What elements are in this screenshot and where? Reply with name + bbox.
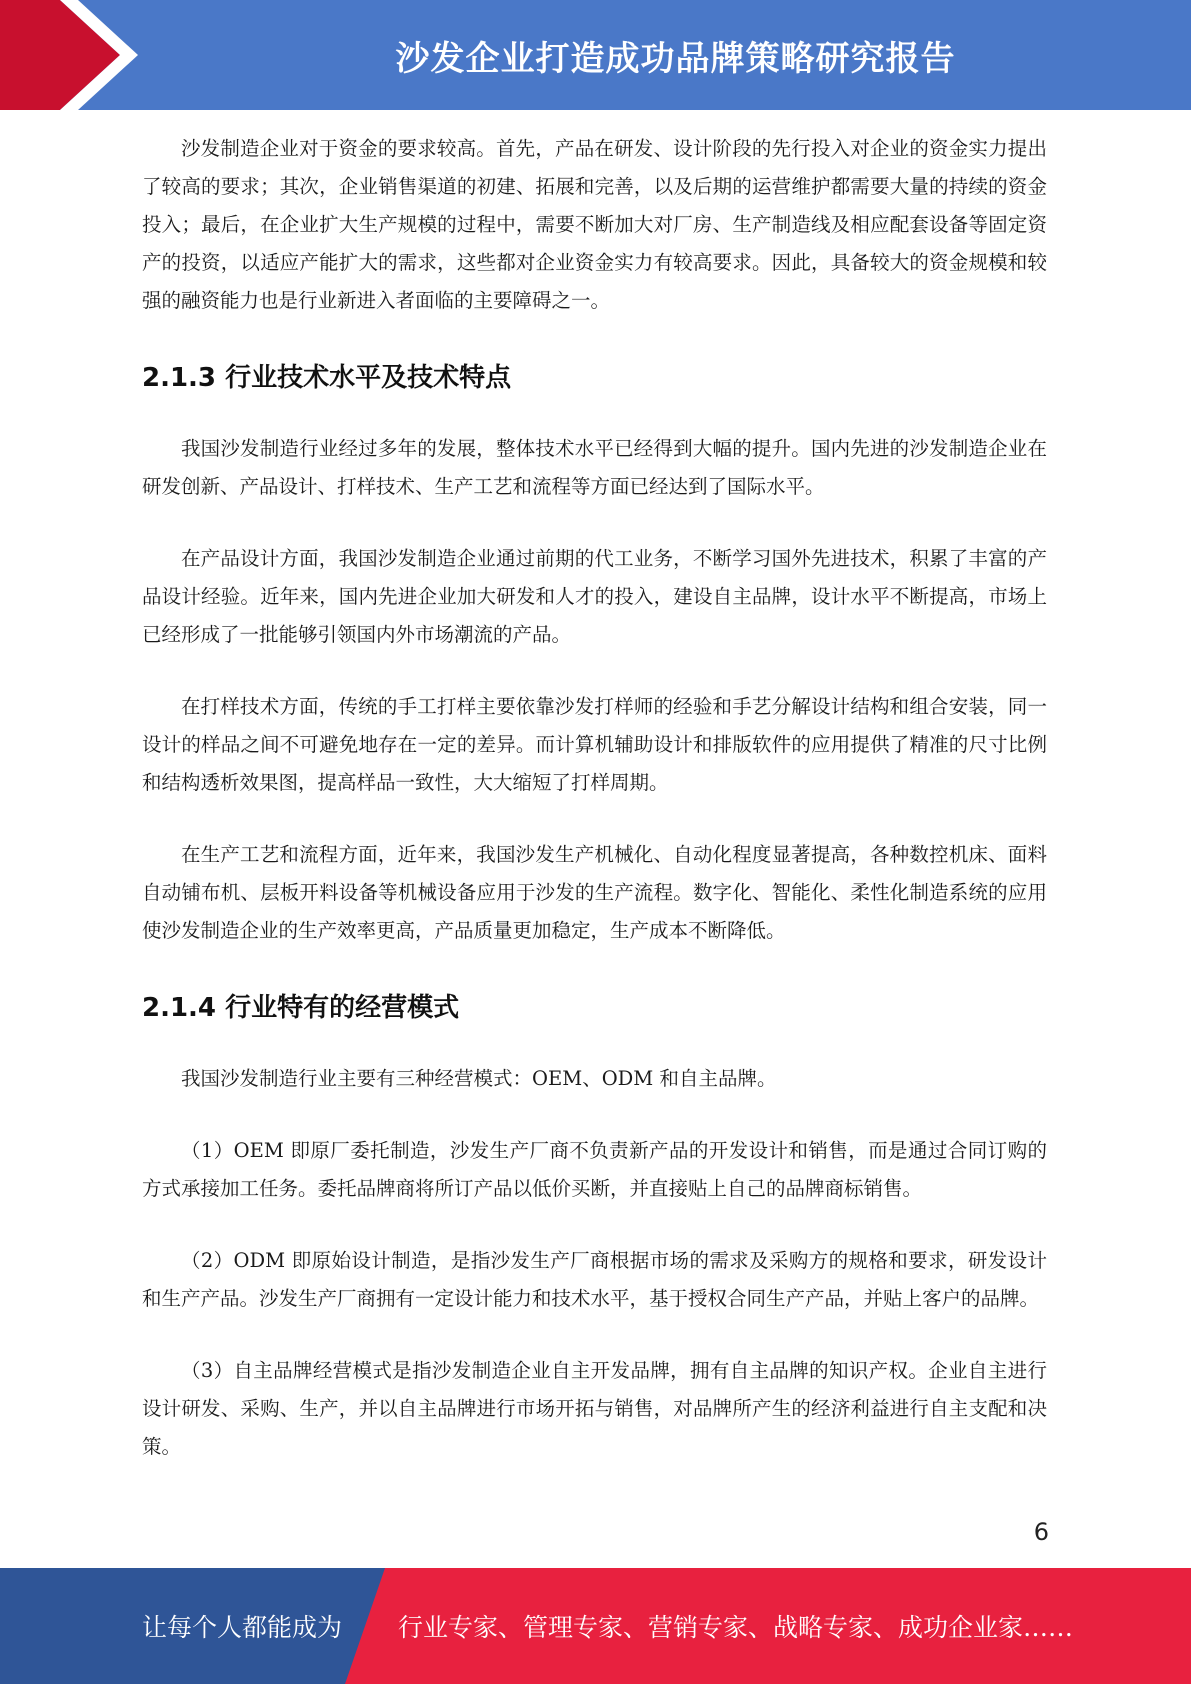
paragraph-tech-overview: 我国沙发制造行业经过多年的发展，整体技术水平已经得到大幅的提升。国内先进的沙发制造企业在研发创新、产品设计、打样技术、生产工艺和流程等方面已经达到了国际水平。 bbox=[142, 437, 1047, 498]
paragraph-oem: （1）OEM 即原厂委托制造，沙发生产厂商不负责新产品的开发设计和销售，而是通过合同订购的方式承接加工任务。委托品牌商将所订产品以低价买断，并直接贴上自己的品牌商标销售。 bbox=[142, 1139, 1047, 1200]
section-heading-2-1-3: 2.1.3 行业技术水平及技术特点 bbox=[142, 363, 512, 393]
header-arrow-icon bbox=[0, 0, 200, 110]
paragraph-own-brand: （3）自主品牌经营模式是指沙发制造企业自主开发品牌，拥有自主品牌的知识产权。企业自主进行设计研发、采购、生产，并以自主品牌进行市场开拓与销售，对品牌所产生的经济利益进行自主支配和决策。 bbox=[142, 1359, 1047, 1458]
footer-slogan-left: 让每个人都能成为 bbox=[142, 1613, 343, 1642]
paragraph-business-models: 我国沙发制造行业主要有三种经营模式：OEM、ODM 和自主品牌。 bbox=[181, 1067, 777, 1090]
page-footer bbox=[0, 1568, 1191, 1684]
page-number: 6 bbox=[1033, 1518, 1049, 1546]
page-header bbox=[0, 0, 1191, 110]
document-body bbox=[142, 130, 1047, 1466]
paragraph-odm: （2）ODM 即原始设计制造，是指沙发生产厂商根据市场的需求及采购方的规格和要求，研发设计和生产产品。沙发生产厂商拥有一定设计能力和技术水平，基于授权合同生产产品，并贴上客户的品牌。 bbox=[142, 1249, 1047, 1310]
report-title: 沙发企业打造成功品牌策略研究报告 bbox=[395, 38, 956, 79]
section-heading-2-1-4: 2.1.4 行业特有的经营模式 bbox=[142, 993, 460, 1023]
paragraph-capital-requirements: 沙发制造企业对于资金的要求较高。首先，产品在研发、设计阶段的先行投入对企业的资金实力提出了较高的要求；其次，企业销售渠道的初建、拓展和完善，以及后期的运营维护都需要大量的持续的资金投入；最后，在企业扩大生产规模的过程中，需要不断加大对厂房、生产制造线及相应配套设备等固定资产的投资，以适应产能扩大的需求，这些都对企业资金实力有较高要求。因此，具备较大的资金规模和较强的融资能力也是行业新进入者面临的主要障碍之一。 bbox=[142, 137, 1047, 312]
paragraph-sampling-tech: 在打样技术方面，传统的手工打样主要依靠沙发打样师的经验和手艺分解设计结构和组合安装，同一设计的样品之间不可避免地存在一定的差异。而计算机辅助设计和排版软件的应用提供了精准的尺寸比例和结构透析效果图，提高样品一致性，大大缩短了打样周期。 bbox=[142, 695, 1047, 794]
paragraph-product-design: 在产品设计方面，我国沙发制造企业通过前期的代工业务，不断学习国外先进技术，积累了丰富的产品设计经验。近年来，国内先进企业加大研发和人才的投入，建设自主品牌，设计水平不断提高，市场上已经形成了一批能够引领国内外市场潮流的产品。 bbox=[142, 547, 1047, 646]
footer-slogan-right: 行业专家、管理专家、营销专家、战略专家、成功企业家…… bbox=[398, 1613, 1074, 1642]
paragraph-production-process: 在生产工艺和流程方面，近年来，我国沙发生产机械化、自动化程度显著提高，各种数控机床、面料自动铺布机、层板开料设备等机械设备应用于沙发的生产流程。数字化、智能化、柔性化制造系统的应用使沙发制造企业的生产效率更高，产品质量更加稳定，生产成本不断降低。 bbox=[142, 843, 1047, 942]
